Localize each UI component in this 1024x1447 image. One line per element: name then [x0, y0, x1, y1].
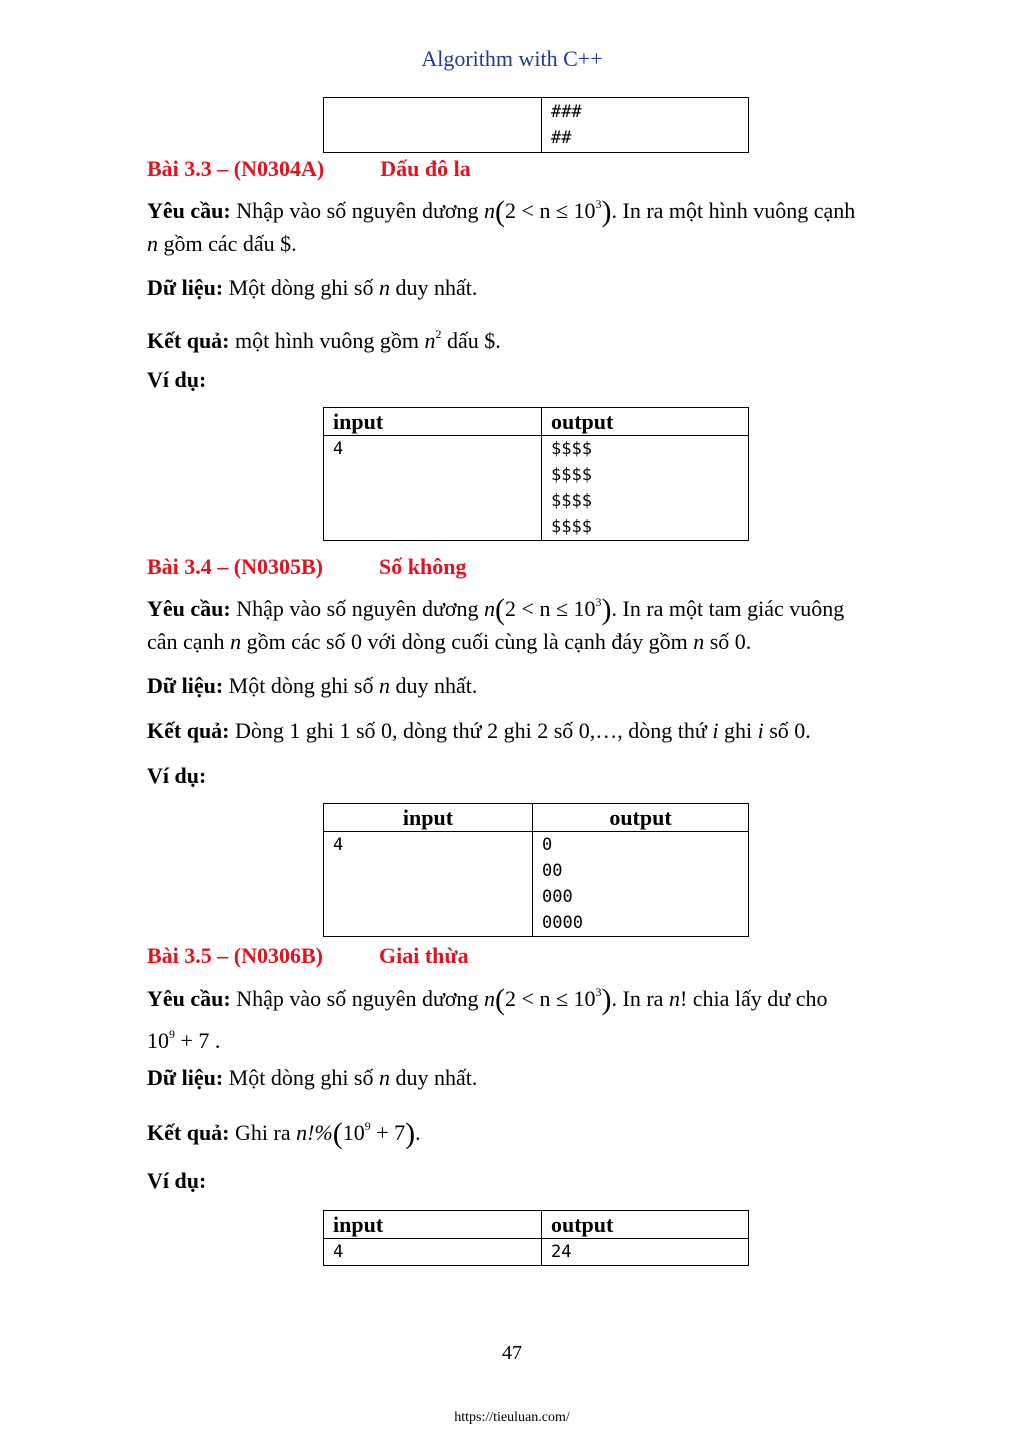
- page-number: 47: [502, 1342, 522, 1364]
- output-cell: $$$$ $$$$ $$$$ $$$$: [542, 436, 749, 541]
- carryover-output-cell: [542, 98, 749, 153]
- problem-3-4-requirement-line2: cân cạnh n gồm các số 0 với dòng cuối cùng là cạnh đáy gồm n số 0.: [147, 629, 752, 654]
- problem-3-5-data: Dữ liệu: Một dòng ghi số n duy nhất.: [147, 1065, 478, 1090]
- problem-3-4-requirement: Yêu cầu: Nhập vào số nguyên dương $n(2 < n \le 10^3)$. In ra một tam giác vuông: [147, 593, 845, 626]
- problem-3-3-result: Kết quả: một hình vuông gồm $n^2$ dấu $.: [147, 327, 501, 353]
- output-line: ###: [551, 102, 582, 122]
- output-line: ##: [551, 128, 572, 148]
- header-output: output: [533, 804, 749, 832]
- header-input: input: [324, 804, 533, 832]
- problem-3-5-result: Kết quả: Ghi ra $n!\%(10^9 + 7)$.: [147, 1117, 421, 1150]
- problem-title: Bài 3.4 – (N0305B): [147, 554, 323, 579]
- input-cell: 4: [324, 832, 533, 937]
- problem-3-3-heading: [147, 155, 471, 183]
- problem-name: Dấu đô la: [380, 156, 471, 181]
- problem-3-3-requirement-line2: n gồm các dấu $.: [147, 231, 297, 256]
- problem-3-4-heading: [147, 553, 466, 581]
- problem-3-5-example-table: [323, 1210, 749, 1266]
- problem-name: Giai thừa: [379, 943, 469, 968]
- input-cell: 4: [324, 1239, 542, 1266]
- footer-link[interactable]: https://tieuluan.com/: [454, 1410, 570, 1425]
- header-input: input: [324, 1211, 542, 1239]
- problem-3-5-example-label: Ví dụ:: [147, 1168, 207, 1193]
- problem-3-3-requirement: Yêu cầu: Nhập vào số nguyên dương $n(2 < n \le 10^3)$. In ra một hình vuông cạnh: [147, 195, 856, 228]
- problem-3-3-data: Dữ liệu: Một dòng ghi số n duy nhất.: [147, 275, 478, 300]
- problem-3-4-example-table: [323, 803, 749, 937]
- problem-3-3-example-table: [323, 407, 749, 541]
- header-output: output: [542, 1211, 749, 1239]
- running-header: Algorithm with C++: [421, 46, 603, 71]
- carryover-example-table: [323, 97, 749, 153]
- problem-3-3-example-label: Ví dụ:: [147, 367, 207, 392]
- problem-3-4-example-label: Ví dụ:: [147, 763, 207, 788]
- input-cell: 4: [324, 436, 542, 541]
- requirement-label: Yêu cầu:: [147, 198, 231, 223]
- output-cell: 0 00 000 0000: [533, 832, 749, 937]
- header-output: output: [542, 408, 749, 436]
- problem-3-4-data: Dữ liệu: Một dòng ghi số n duy nhất.: [147, 673, 478, 698]
- problem-title: Bài 3.5 – (N0306B): [147, 943, 323, 968]
- problem-3-4-result: Kết quả: Dòng 1 ghi 1 số 0, dòng thứ 2 ghi 2 số 0,…, dòng thứ i ghi i số 0.: [147, 718, 811, 743]
- problem-3-5-heading: [147, 942, 469, 970]
- problem-3-5-requirement: Yêu cầu: Nhập vào số nguyên dương $n(2 < n \le 10^3)$. In ra n! chia lấy dư cho: [147, 983, 828, 1016]
- header-input: input: [324, 408, 542, 436]
- problem-name: Số không: [379, 554, 467, 579]
- problem-title: Bài 3.3 – (N0304A): [147, 156, 325, 181]
- problem-3-5-requirement-line2: $10^9 + 7$ .: [147, 1027, 221, 1053]
- condition: 2 < n ≤ 10: [505, 198, 596, 223]
- output-cell: 24: [542, 1239, 749, 1266]
- carryover-input-cell: [324, 98, 542, 153]
